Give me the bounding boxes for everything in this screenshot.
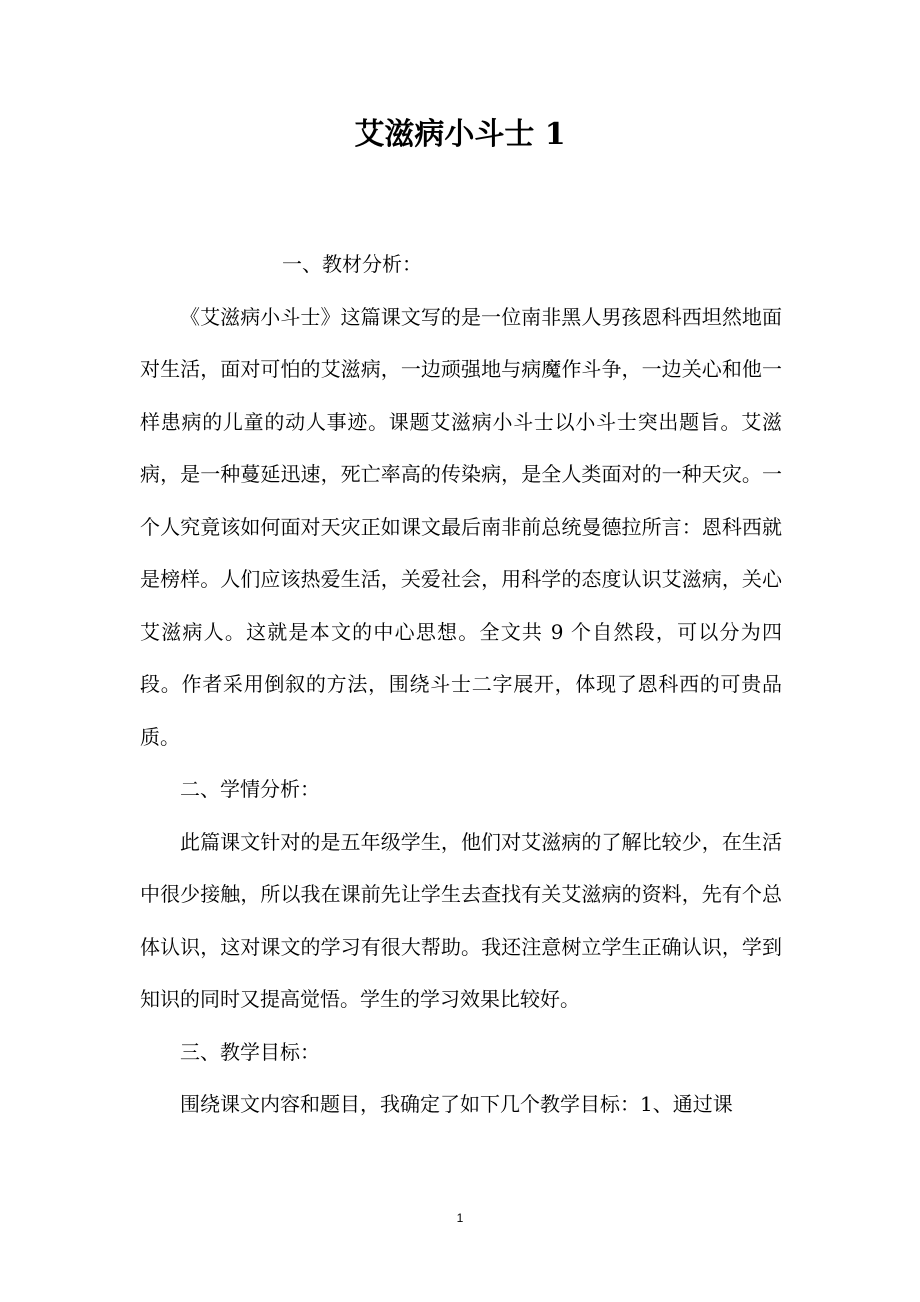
page-title: 艾滋病小斗士 1: [354, 117, 566, 152]
page-number: 1: [456, 1211, 464, 1225]
section-heading-teaching-goals: 三、教学目标：: [180, 1039, 320, 1064]
section-heading-textbook-analysis: 一、教材分析：: [282, 252, 422, 276]
paragraph-student-analysis: 此篇课文针对的是五年级学生，他们对艾滋病的了解比较少，在生活中很少接触，所以我在课前先让学生去查找有关艾滋病的资料，先有个总体认识，这对课文的学习有很大帮助。我还注意树立学生正确认识，学到知识的同时又提高觉悟。学生的学习效果比较好。: [140, 829, 782, 1011]
document-body: [140, 238, 782, 1131]
paragraph-teaching-goals: 围绕课文内容和题目，我确定了如下几个教学目标：1、通过课: [180, 1092, 733, 1116]
section-heading-student-analysis: 二、学情分析：: [180, 777, 320, 801]
paragraph-textbook-analysis: 《艾滋病小斗士》这篇课文写的是一位南非黑人男孩恩科西坦然地面对生活，面对可怕的艾滋病，一边顽强地与病魔作斗争，一边关心和他一样患病的儿童的动人事迹。课题艾滋病小斗士以小斗士突出题旨。艾滋病，是一种蔓延迅速，死亡率高的传染病，是全人类面对的一种天灾。一个人究竟该如何面对天灾正如课文最后南非前总统曼德拉所言：恩科西就是榜样。人们应该热爱生活，关爱社会，用科学的态度认识艾滋病，关心艾滋病人。这就是本文的中心思想。全文共 9 个自然段，可以分为四段。作者采用倒叙的方法，围绕斗士二字展开，体现了恩科西的可贵品质。: [140, 304, 782, 749]
